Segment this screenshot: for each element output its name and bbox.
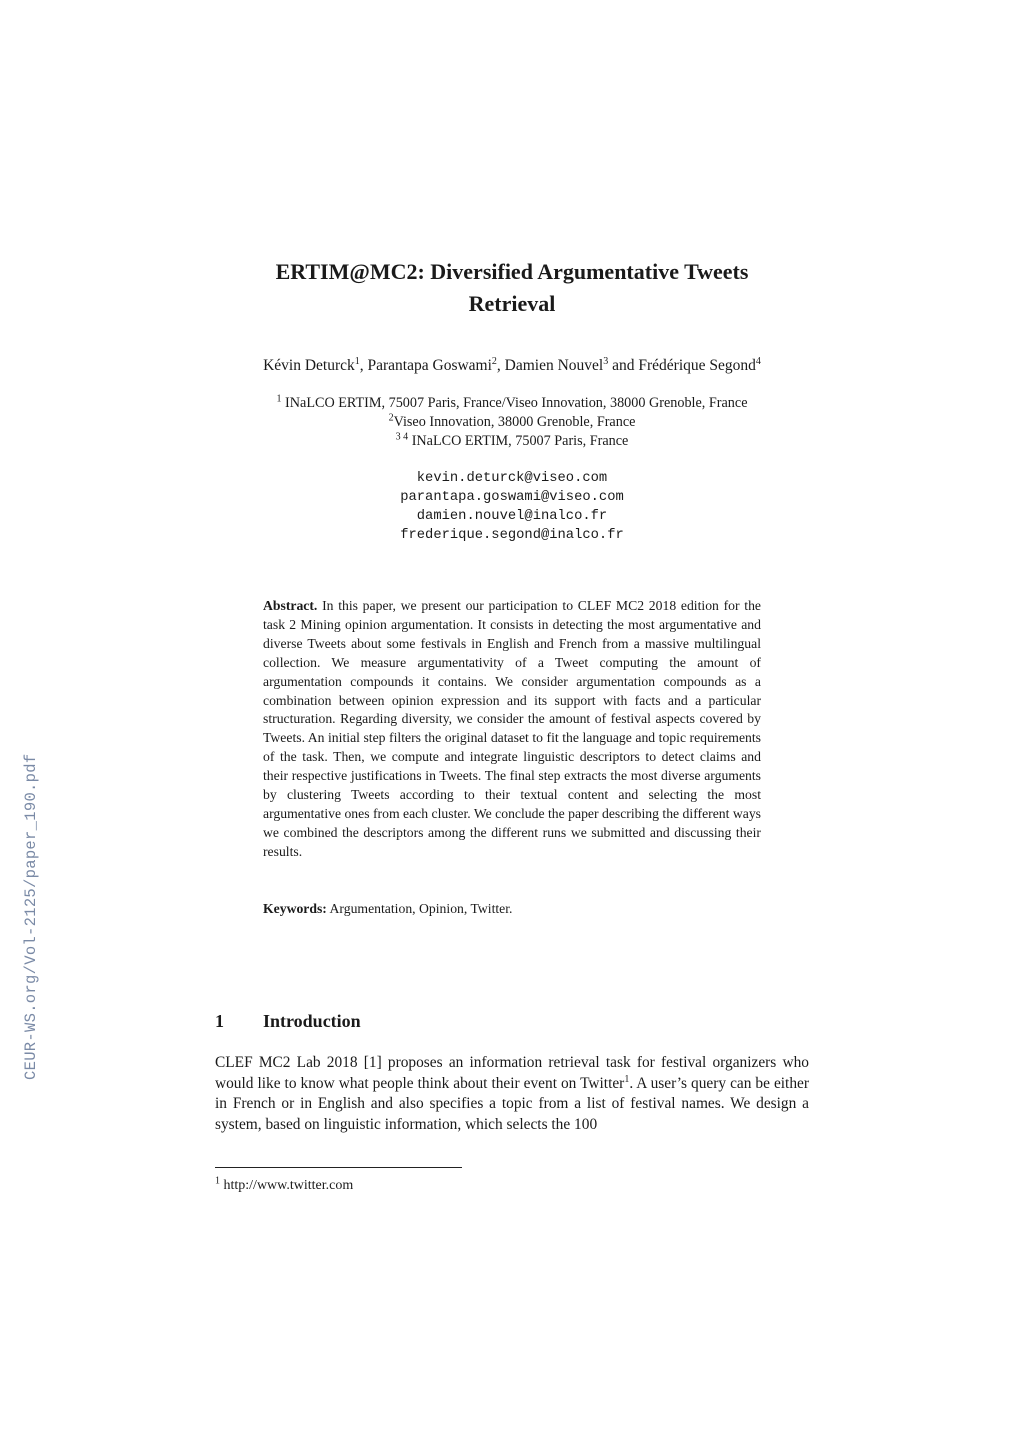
footnote (215, 1176, 353, 1195)
author-affil-mark: 2 (491, 355, 497, 367)
email-address[interactable]: frederique.segond@inalco.fr (400, 528, 624, 543)
intro-text-part: CLEF MC2 Lab 2018 [1] proposes an information retrieval task for festival organizers who would like to know what people think about their event on Twitter (215, 1054, 809, 1092)
title-line-2: Retrieval (468, 291, 556, 316)
footnote-ref[interactable]: 1 (624, 1073, 630, 1085)
author-separator: , (359, 357, 368, 374)
affiliation (150, 432, 874, 451)
author-name: Kévin Deturck (263, 357, 355, 374)
paper-title (200, 256, 824, 320)
author-name: Frédérique Segond (638, 357, 756, 374)
affil-text: Viseo Innovation, 38000 Grenoble, France (393, 414, 636, 430)
affiliation (150, 394, 874, 413)
affil-mark: 3 4 (395, 431, 409, 443)
abstract (263, 597, 761, 862)
keywords-text: Argumentation, Opinion, Twitter. (329, 901, 513, 916)
affil-text: INaLCO ERTIM, 75007 Paris, France/Viseo Innovation, 38000 Grenoble, France (281, 395, 748, 411)
affil-mark: 1 (276, 393, 282, 405)
author-name: Damien Nouvel (504, 357, 604, 374)
footnote-link[interactable]: http://www.twitter.com (223, 1178, 354, 1193)
keywords (263, 900, 761, 919)
author-affil-mark: 1 (354, 355, 360, 367)
affil-mark: 2 (388, 412, 394, 424)
side-watermark: CEUR-WS.org/Vol-2125/paper_190.pdf (22, 753, 40, 1080)
abstract-text: In this paper, we present our participation to CLEF MC2 2018 edition for the task 2 Mining opinion argumentation. It consists in detecting the most argumentative and diverse Tweets about some festivals in English and French from a massive multilingual collection. We measure argumentativity of a Tweet computing the amount of argumentation compounds it contains. We consider argumentation compounds as a combination between opinion expression and its support with facts and a particular structuration. Regarding diversity, we consider the amount of festival aspects covered by Tweets. An initial step filters the original dataset to fit the language and topic requirements of the task. Then, we compute and integrate linguistic descriptors to detect claims and their respective justifications in Tweets. The final step extracts the most diverse arguments by clustering Tweets according to their textual content and selecting the most argumentative ones from each cluster. We conclude the paper describing the different ways we combined the descriptors among the different runs we submitted and discussing their results. (263, 598, 761, 859)
footnote-divider (215, 1167, 462, 1168)
abstract-label: Abstract. (263, 598, 318, 613)
keywords-label: Keywords: (263, 901, 327, 916)
author-list (150, 354, 874, 378)
introduction-paragraph (215, 1053, 809, 1135)
author-affil-mark: 3 (603, 355, 609, 367)
affiliation (150, 413, 874, 432)
section-heading (215, 1009, 361, 1033)
author-affil-mark: 4 (755, 355, 761, 367)
footnote-mark: 1 (215, 1175, 220, 1187)
email-address[interactable]: damien.nouvel@inalco.fr (416, 509, 608, 524)
title-line-1: ERTIM@MC2: Diversified Argumentative Tweets (275, 259, 749, 284)
intro-text-part: . A user’s query can be either in French or in English and also specifies a topic from a list of festival names. We design a system, based on linguistic information, which selects the 100 (215, 1074, 809, 1133)
author-separator: , (496, 357, 505, 374)
section-number: 1 (215, 1011, 224, 1031)
email-list (150, 469, 874, 545)
affil-text: INaLCO ERTIM, 75007 Paris, France (408, 433, 629, 449)
affiliation-list (150, 394, 874, 451)
section-title: Introduction (263, 1011, 361, 1031)
email-address[interactable]: parantapa.goswami@viseo.com (400, 490, 624, 505)
author-name: Parantapa Goswami (367, 357, 492, 374)
email-address[interactable]: kevin.deturck@viseo.com (416, 471, 608, 486)
author-separator: and (608, 357, 639, 374)
